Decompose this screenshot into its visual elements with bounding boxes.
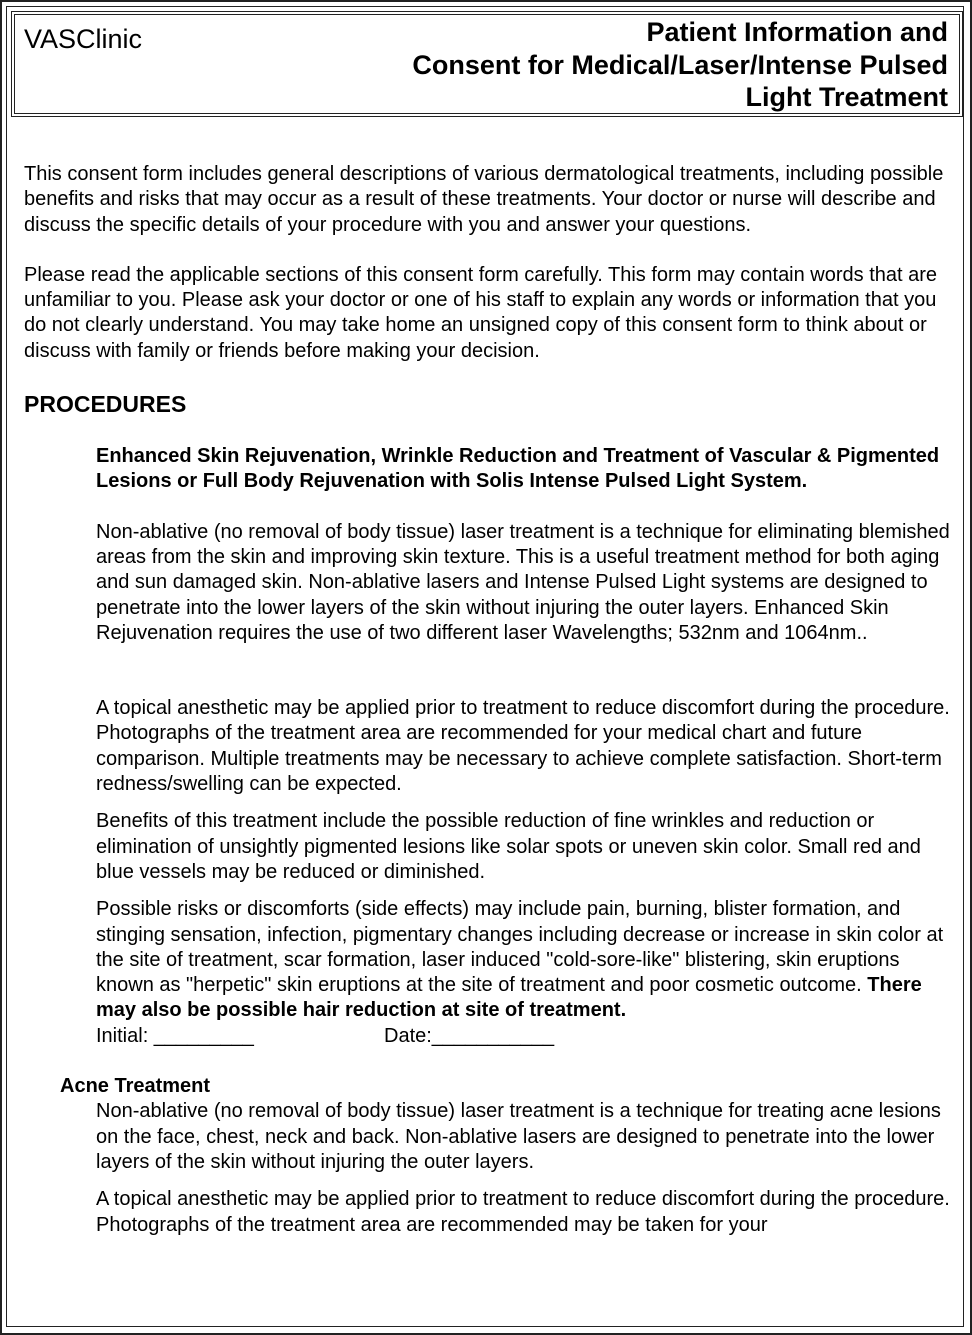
acne-paragraph-1: Non-ablative (no removal of body tissue) laser treatment is a technique for treating acne lesions on the face, chest, neck and back. Non-ablative lasers are designed to penetrate into the lower layers of the skin without injuring the outer layers. — [96, 1100, 941, 1173]
rejuvenation-paragraph-2: A topical anesthetic may be applied prior to treatment to reduce discomfort during the procedure. Photographs of the treatment area are recommended for your medical chart and future comparison. Multiple treatments may be necessary to achieve complete satisfaction. Short-term redness/swelling can be expected. — [96, 697, 950, 796]
rejuvenation-paragraph-1: Non-ablative (no removal of body tissue) laser treatment is a technique for eliminating blemished areas from the skin and improving skin texture. This is a useful treatment method for both aging and sun damaged skin. Non-ablative lasers and Intense Pulsed Light systems are designed to penetrate into the lower layers of the skin without injuring the outer layers. Enhanced Skin Rejuvenation requires the use of two different laser Wavelengths; 532nm and 1064nm.. — [96, 520, 950, 644]
title-line-2: Consent for Medical/Laser/Intense Pulsed — [412, 49, 948, 80]
rejuvenation-section — [96, 444, 960, 1049]
rejuvenation-benefits: Benefits of this treatment include the possible reduction of fine wrinkles and reduction or elimination of unsightly pigmented lesions like solar spots or uneven skin color. Small red and blue vessels may be reduced or diminished. — [96, 810, 921, 883]
risks-text: Possible risks or discomforts (side effects) may include pain, burning, blister formation, and stinging sensation, infection, pigmentary changes including decrease or increase in skin color at the site of treatment, scar formation, laser induced "cold-sore-like" blistering, skin eruptions known as "herpetic" skin eruptions at the site of treatment and poor cosmetic outcome. — [96, 898, 944, 997]
rejuvenation-title: Enhanced Skin Rejuvenation, Wrinkle Reduction and Treatment of Vascular & Pigmented Lesions or Full Body Rejuvenation with Solis Intense Pulsed Light System. — [96, 445, 940, 493]
acne-title: Acne Treatment — [60, 1075, 211, 1098]
rejuvenation-risks — [96, 897, 960, 1023]
acne-paragraph-2: A topical anesthetic may be applied prior to treatment to reduce discomfort during the procedure. Photographs of the treatment area are recommended may be taken for your — [96, 1188, 950, 1236]
procedures-heading: PROCEDURES — [24, 391, 187, 418]
date-field[interactable]: Date:___________ — [384, 1024, 555, 1047]
document-title — [412, 16, 948, 114]
initial-date-row — [96, 1024, 960, 1049]
risks-bold-text: There may also be possible hair reduction at site of treatment. — [96, 974, 922, 1022]
document-body — [24, 162, 960, 1238]
initial-field[interactable]: Initial: _________ — [96, 1024, 254, 1047]
title-line-1: Patient Information and — [646, 17, 948, 47]
acne-section — [96, 1099, 960, 1237]
clinic-name: VASClinic — [24, 24, 143, 54]
intro-paragraph-1: This consent form includes general descriptions of various dermatological treatments, including possible benefits and risks that may occur as a result of these treatments. Your doctor or nurse will describe and discuss the specific details of your procedure with you and answer your questions. — [24, 163, 944, 236]
intro-paragraph-2: Please read the applicable sections of this consent form carefully. This form may contain words that are unfamiliar to you. Please ask your doctor or one of his staff to explain any words or information that you do not clearly understand. You may take home an unsigned copy of this consent form to think about or discuss with family or friends before making your decision. — [24, 263, 938, 362]
title-line-3: Light Treatment — [745, 82, 948, 112]
